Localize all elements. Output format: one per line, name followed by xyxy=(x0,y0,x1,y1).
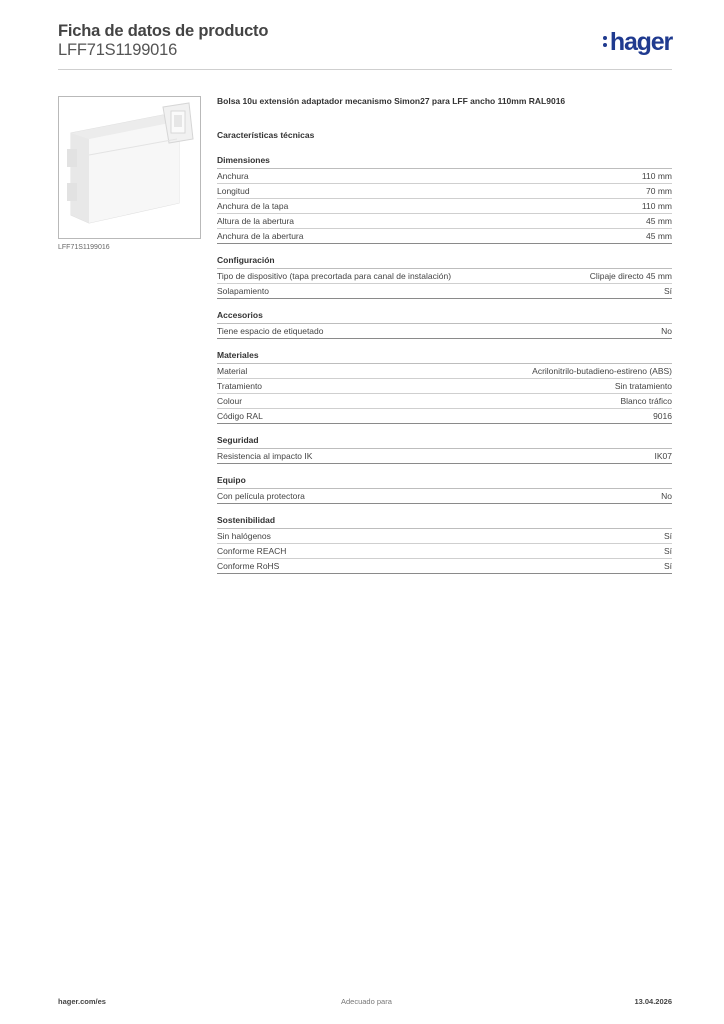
spec-label: Anchura de la abertura xyxy=(217,231,304,241)
spec-value: IK07 xyxy=(654,451,672,461)
spec-row xyxy=(217,379,672,394)
spec-value: 110 mm xyxy=(641,201,672,211)
spec-row xyxy=(217,199,672,214)
spec-value: 70 mm xyxy=(646,186,672,196)
spec-value: No xyxy=(661,491,672,501)
spec-label: Altura de la abertura xyxy=(217,216,295,226)
page-header xyxy=(58,22,672,70)
product-illustration-icon xyxy=(59,97,201,239)
spec-row xyxy=(217,449,672,464)
document-title: Ficha de datos de producto xyxy=(58,22,269,40)
hager-logo[interactable] xyxy=(603,28,672,56)
spec-label: Anchura xyxy=(217,171,249,181)
product-content xyxy=(217,96,672,584)
product-description: Bolsa 10u extensión adaptador mecanismo Simon27 para LFF ancho 110mm RAL9016 xyxy=(217,96,566,106)
spec-value: Sí xyxy=(663,531,672,541)
spec-row xyxy=(217,324,672,339)
spec-row xyxy=(217,214,672,229)
section-title: Configuración xyxy=(217,254,672,269)
product-image xyxy=(58,96,201,239)
logo-colon-icon xyxy=(603,35,608,49)
spec-row xyxy=(217,229,672,244)
spec-label: Sin halógenos xyxy=(217,531,271,541)
section-title: Materiales xyxy=(217,349,672,364)
logo-text: hager xyxy=(609,28,672,56)
spec-row xyxy=(217,409,672,424)
section-title: Dimensiones xyxy=(217,154,672,169)
spec-value: 45 mm xyxy=(646,231,672,241)
spec-value: Sí xyxy=(663,561,672,571)
spec-row xyxy=(217,529,672,544)
spec-sections xyxy=(217,154,672,574)
spec-value: No xyxy=(661,326,672,336)
spec-row xyxy=(217,284,672,299)
spec-value: Acrilonitrilo-butadieno-estireno (ABS) xyxy=(532,366,672,376)
spec-label: Tratamiento xyxy=(217,381,263,391)
footer-website-link[interactable]: hager.com/es xyxy=(58,997,106,1006)
section-title: Equipo xyxy=(217,474,672,489)
spec-value: 110 mm xyxy=(641,171,672,181)
section-title: Accesorios xyxy=(217,309,672,324)
spec-label: Con película protectora xyxy=(217,491,305,501)
image-caption: LFF71S1199016 xyxy=(58,244,110,251)
spec-label: Conforme REACH xyxy=(217,546,287,556)
technical-characteristics-heading: Características técnicas xyxy=(217,130,315,140)
spec-label: Solapamiento xyxy=(217,286,269,296)
spec-value: 45 mm xyxy=(646,216,672,226)
spec-label: Material xyxy=(217,366,248,376)
spec-label: Tiene espacio de etiquetado xyxy=(217,326,324,336)
footer-suitable-for: Adecuado para xyxy=(341,997,392,1006)
section-sostenibilidad xyxy=(217,514,672,574)
spec-label: Colour xyxy=(217,396,243,406)
section-seguridad xyxy=(217,434,672,464)
spec-label: Tipo de dispositivo (tapa precortada para canal de instalación) xyxy=(217,271,452,281)
spec-row xyxy=(217,394,672,409)
section-title: Seguridad xyxy=(217,434,672,449)
spec-label: Longitud xyxy=(217,186,250,196)
spec-label: Código RAL xyxy=(217,411,263,421)
footer-date: 13.04.2026 xyxy=(634,997,672,1006)
spec-label: Resistencia al impacto IK xyxy=(217,451,313,461)
section-configuracion xyxy=(217,254,672,299)
spec-value: Clipaje directo 45 mm xyxy=(589,271,672,281)
spec-row xyxy=(217,489,672,504)
section-materiales xyxy=(217,349,672,424)
spec-value: Sin tratamiento xyxy=(614,381,672,391)
spec-value: 9016 xyxy=(653,411,672,421)
product-code: LFF71S1199016 xyxy=(58,41,178,59)
section-accesorios xyxy=(217,309,672,339)
spec-row xyxy=(217,559,672,574)
section-dimensiones xyxy=(217,154,672,244)
spec-value: Sí xyxy=(663,286,672,296)
spec-label: Anchura de la tapa xyxy=(217,201,289,211)
spec-row xyxy=(217,169,672,184)
section-equipo xyxy=(217,474,672,504)
spec-row xyxy=(217,364,672,379)
spec-row xyxy=(217,269,672,284)
spec-label: Conforme RoHS xyxy=(217,561,280,571)
section-title: Sostenibilidad xyxy=(217,514,672,529)
spec-value: Sí xyxy=(663,546,672,556)
spec-value: Blanco tráfico xyxy=(620,396,672,406)
spec-row xyxy=(217,544,672,559)
spec-row xyxy=(217,184,672,199)
